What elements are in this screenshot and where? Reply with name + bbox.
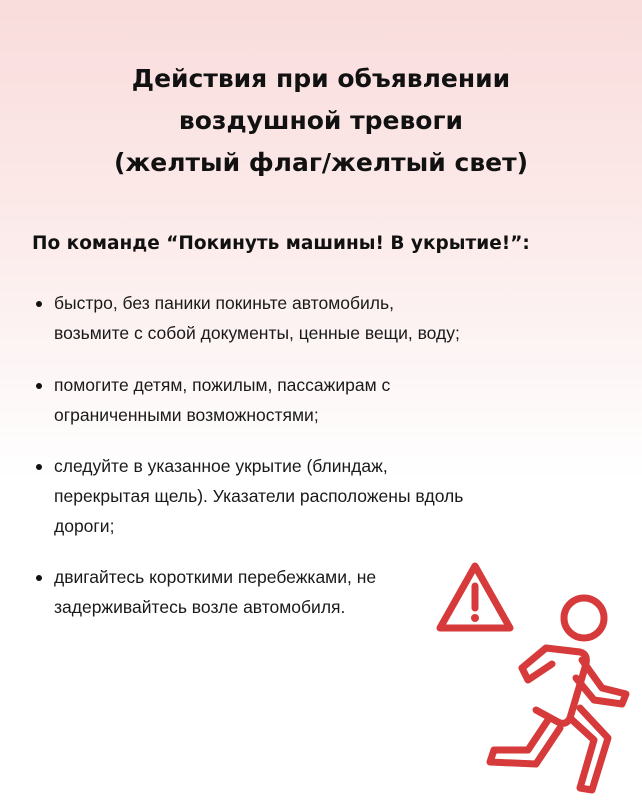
running-person-icon (476, 590, 636, 800)
list-item-line: следуйте в указанное укрытие (блиндаж, (54, 456, 388, 476)
bullet (36, 575, 42, 581)
bullet (36, 301, 42, 307)
list-item-line: помогите детям, пожилым, пассажирам с (54, 375, 391, 395)
list-item-text (54, 370, 390, 430)
list-item-line: ограниченными возможностями; (54, 405, 319, 425)
list-item-text (54, 562, 376, 622)
list-item-line: быстро, без паники покиньте автомобиль, (54, 293, 394, 313)
title-line-3: (желтый флаг/желтый свет) (113, 148, 529, 177)
title-line-1: Действия при объявлении (131, 64, 511, 93)
command-subheading: По команде “Покинуть машины! В укрытие!”: (32, 233, 530, 254)
bullet (36, 464, 42, 470)
list-item-line: двигайтесь короткими перебежками, не (54, 567, 377, 587)
list-item-line: возьмите с собой документы, ценные вещи, воду; (54, 323, 460, 343)
list-item-text (54, 451, 463, 541)
list-item-text (54, 288, 460, 348)
list-item-line: дороги; (54, 516, 115, 536)
list-item-line: задерживайтесь возле автомобиля. (54, 597, 346, 617)
list-item-line: перекрытая щель). Указатели расположены вдоль (54, 486, 464, 506)
bullet (36, 383, 42, 389)
title-line-2: воздушной тревоги (178, 106, 464, 135)
page-title (0, 58, 642, 184)
